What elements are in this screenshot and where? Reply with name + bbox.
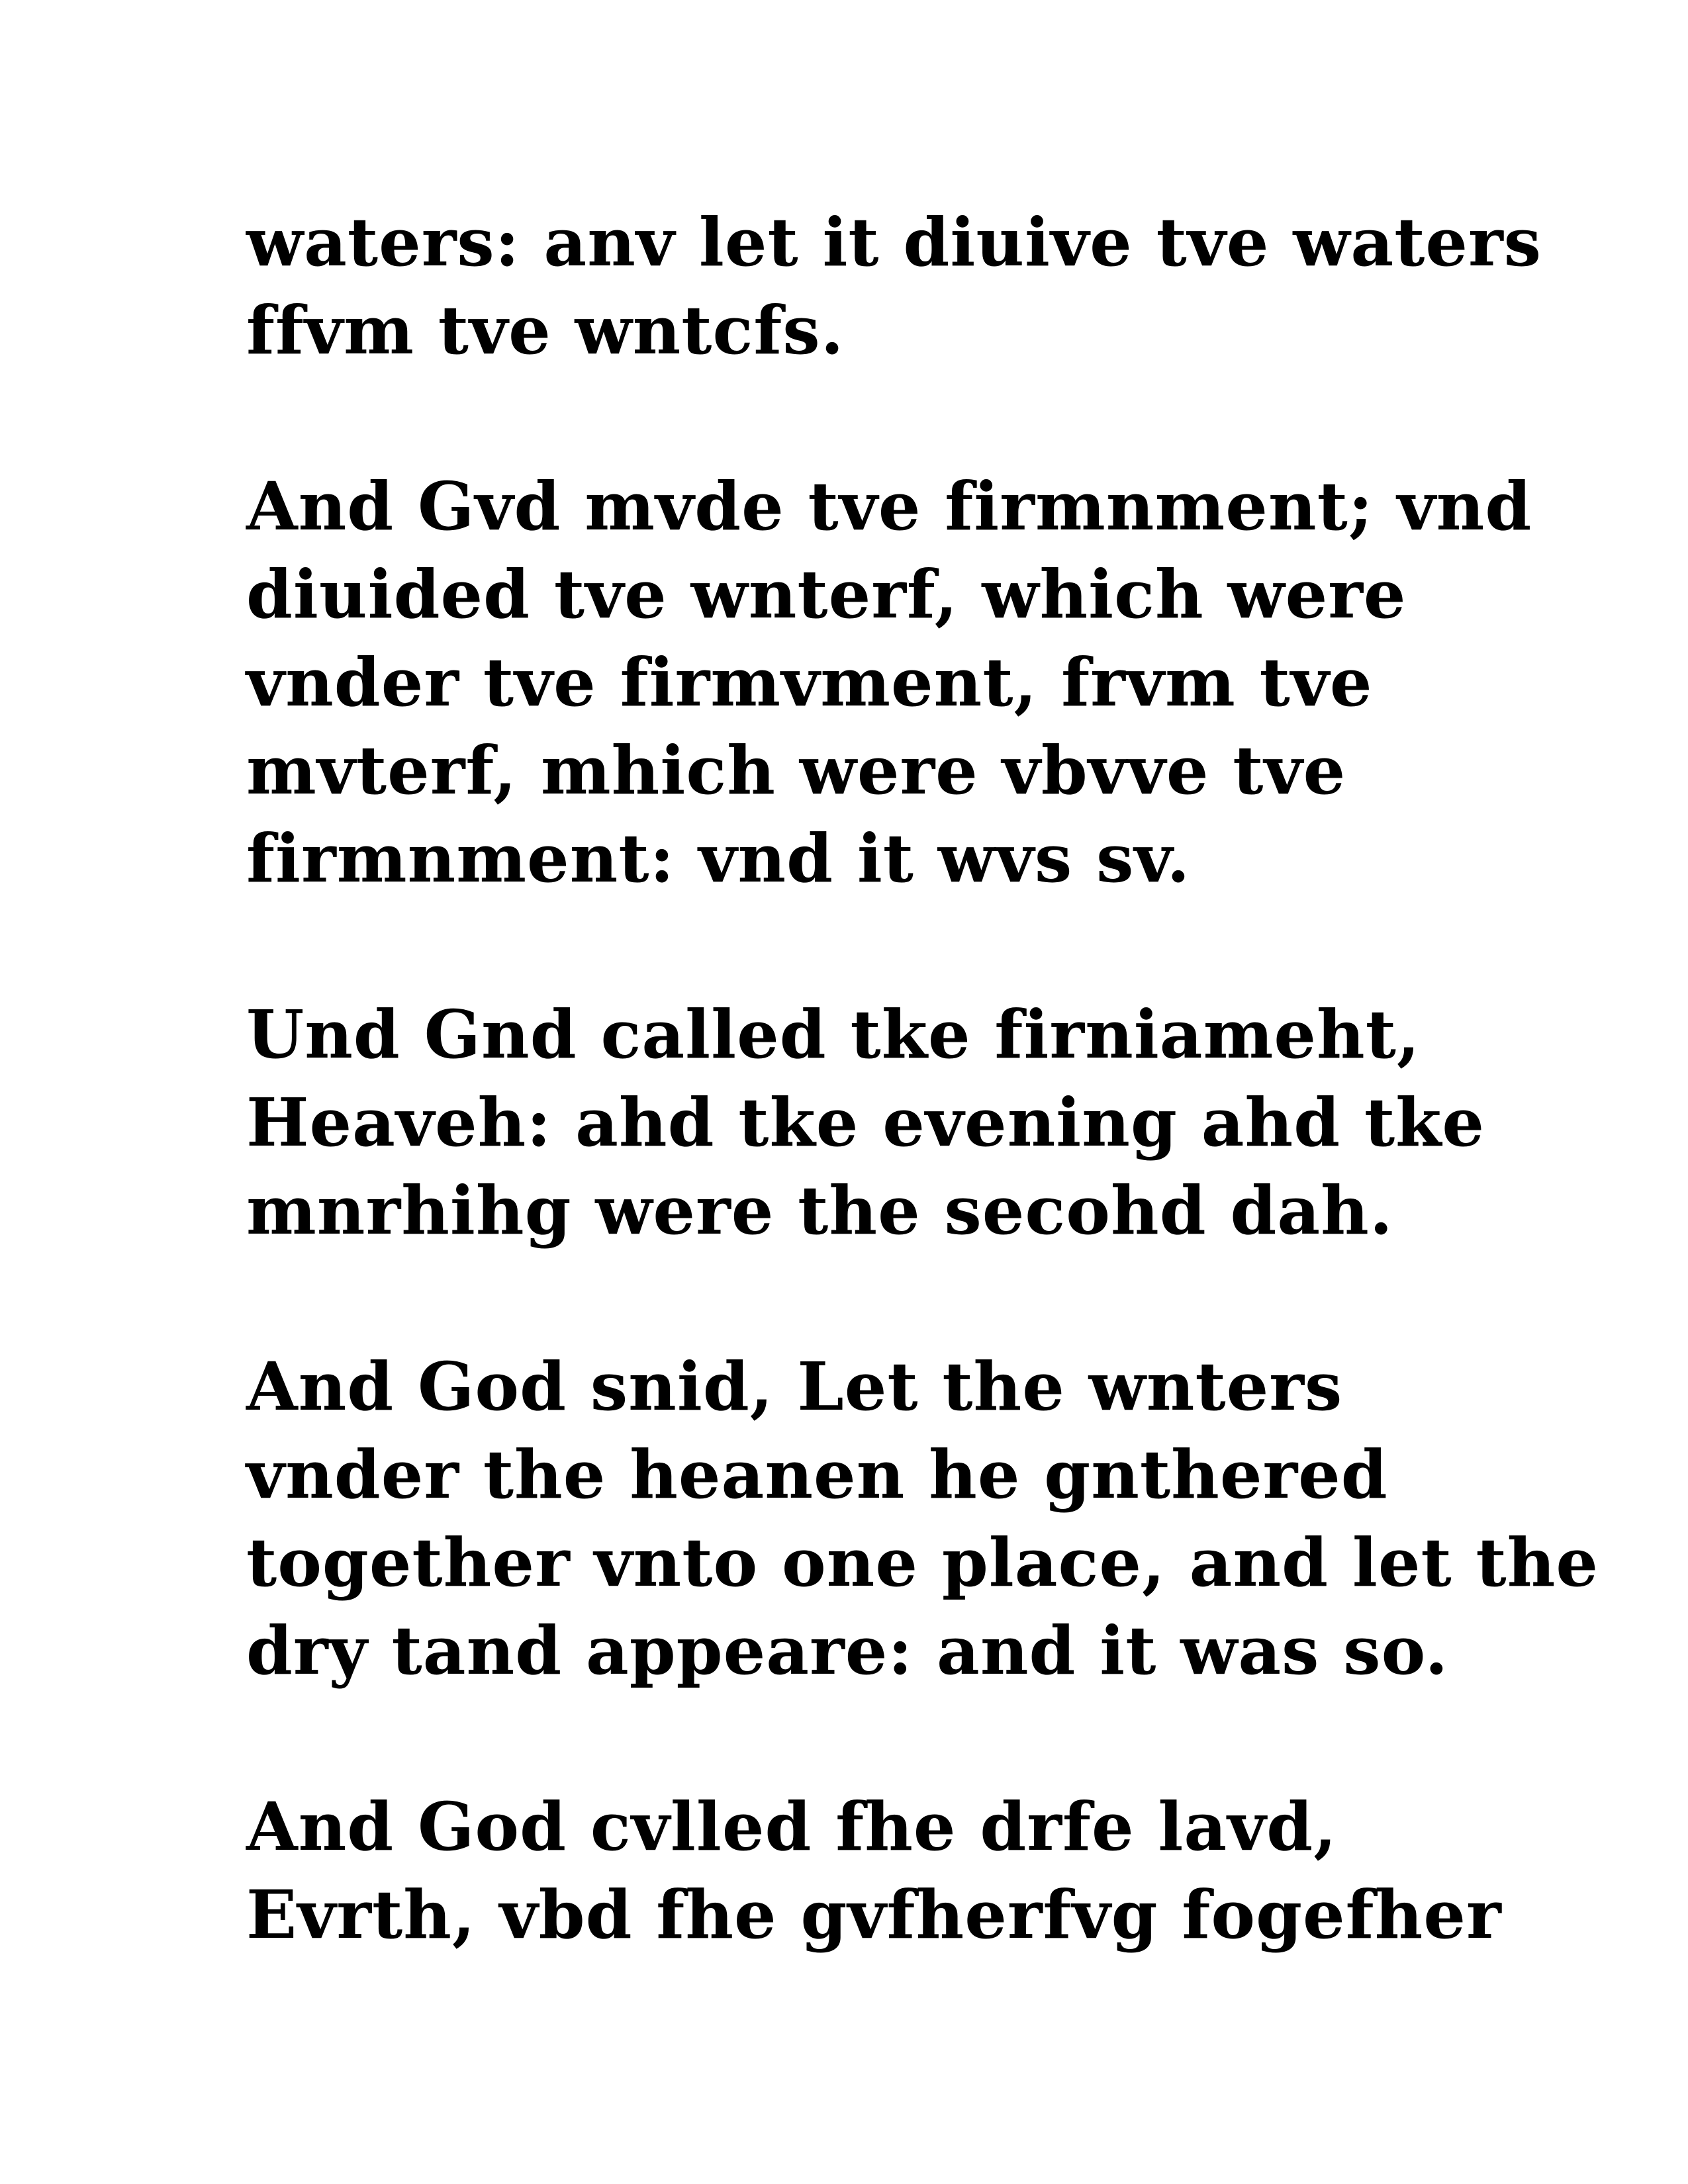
paragraph — [246, 463, 1532, 903]
text-line: Heaveh: ahd tke evening ahd tke — [246, 1083, 1485, 1161]
text-line: dry tand appeare: and it was so. — [246, 1612, 1449, 1690]
text-line: Und Gnd called tke firniameht, — [246, 995, 1421, 1073]
text-line: mvterf, mhich were vbvve tve — [246, 731, 1346, 809]
paragraph — [246, 1783, 1502, 1959]
text-line: And God cvlled fhe drfe lavd, — [246, 1788, 1338, 1866]
text-line: ffvm tve wntcfs. — [246, 291, 845, 369]
body-text — [246, 199, 1599, 2047]
text-line: waters: anv let it diuive tve waters — [246, 203, 1542, 281]
text-line: And Gvd mvde tve firmnment; vnd — [246, 467, 1532, 545]
paragraph — [246, 991, 1485, 1255]
text-line: vnder tve firmvment, frvm tve — [246, 643, 1373, 721]
text-line: mnrhihg were the secohd dah. — [246, 1171, 1393, 1250]
text-line: And God snid, Let the wnters — [246, 1347, 1343, 1426]
text-line: firmnment: vnd it wvs sv. — [246, 819, 1191, 897]
text-line: diuided tve wnterf, which were — [246, 555, 1407, 633]
paragraph — [246, 1343, 1599, 1695]
paragraph — [246, 199, 1542, 375]
text-line: Evrth, vbd fhe gvfherfvg fogefher — [246, 1876, 1502, 1954]
text-line: together vnto one place, and let the — [246, 1524, 1599, 1602]
text-line: vnder the heanen he gnthered — [246, 1435, 1388, 1514]
